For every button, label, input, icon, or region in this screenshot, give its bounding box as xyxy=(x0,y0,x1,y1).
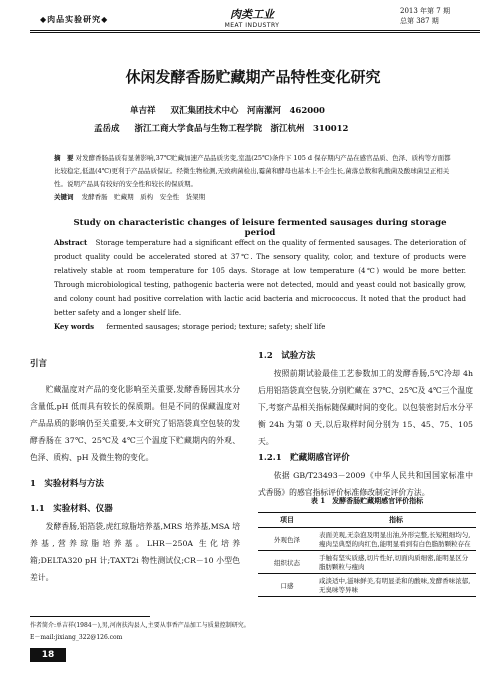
journal-logo xyxy=(180,6,324,29)
journal-logo-text: 肉类工业 xyxy=(230,8,274,21)
header-divider xyxy=(30,30,480,31)
issue-number: 2013 年第 7 期 xyxy=(400,7,450,15)
abstract-label: 摘 要 xyxy=(54,154,74,162)
author-affiliation: 浙江工商大学食品与生物工程学院 浙江杭州 310012 xyxy=(134,124,349,134)
table-cell: 口感 xyxy=(258,574,316,597)
right-column xyxy=(258,348,473,501)
section-1-2-1-text: 依据 GB/T23493－2009《中华人民共和国国家标准中式香肠》的感官指标评价标准修改制定评价方法。 xyxy=(258,471,473,497)
intro-text: 贮藏温度对产品的变化影响至关重要,发酵香肠因其水分含量低,pH 低而具有较长的保质期。但是不同的保藏温度对产品品质的影响仍至关重要,本文研究了铝箔袋真空包装的发酵香肠在 37℃、25℃及 4℃三个温度下贮藏期内的外观、色泽、质构、pH 及微生物的变化。 xyxy=(30,385,240,462)
abstract-en-label: Abstract xyxy=(54,238,88,247)
keywords-en-text: fermented sausages; storage period; texture; safety; shelf life xyxy=(106,323,326,331)
footnote: 作者简介:单吉祥(1984－),男,河南扶沟县人,主要从事香产品加工与质量控制研究。E－mail:jixiang_322@126.com xyxy=(30,622,250,641)
table-row xyxy=(258,574,476,597)
table-cell: 组织状态 xyxy=(258,551,316,574)
section-1-2-heading: 1.2 试验方法 xyxy=(258,351,316,361)
table-row xyxy=(258,528,476,551)
issue-info xyxy=(400,6,470,26)
author-name: 单吉祥 xyxy=(130,106,156,116)
footnote-divider xyxy=(30,616,150,617)
abstract-en-text: Storage temperature had a significant effect on the quality of fermented sausages. The deterioration of product quality could be accelerated stored at 37℃. The sensory quality, color, and texture of products were relatively stable at room temperature for 105 days. Storage at low temperature (4℃) would be more better. Through microbiological testing, pathogenic bacteria were not detected, mould and yeast could not basically grow, and colony count had positive correlation with lactic acid bacteria and micrococcus. It noted that the product had better safety and a longer shelf life. xyxy=(54,239,466,317)
journal-subtitle: MEAT INDUSTRY xyxy=(224,22,280,29)
author-line-2 xyxy=(94,122,348,134)
table-row xyxy=(258,551,476,574)
keywords-en-label: Key words xyxy=(54,322,95,331)
intro-heading: 引言 xyxy=(30,359,48,369)
author-name: 孟岳成 xyxy=(94,124,120,134)
table-cell: 手触有坚实质感,切片性好,切面肉质细密,能明显区分脂肪颗粒与瘦肉 xyxy=(316,551,476,574)
table-header-row xyxy=(258,513,476,528)
table-cell: 咸淡适中,滋味鲜美,有明显柔和的酸味,发酵香味浓郁,无臭味等异味 xyxy=(316,574,476,597)
page-title: 休闲发酵香肠贮藏期产品特性变化研究 xyxy=(125,68,381,86)
section-1-2-text: 按照前期试验最佳工艺参数加工的发酵香肠,5℃冷却 4h 后用铝箔袋真空包装,分别贮藏在 37℃、25℃及 4℃三个温度下,考察产品相关指标随保藏时间的变化。以包装密封后水分平衡 24h 为第 0 天,以后取样时间分别为 15、45、75、105 天。 xyxy=(258,369,473,446)
english-title: Study on characteristic changes of leisure fermented sausages during storage period xyxy=(73,218,447,238)
table-cell: 外观色泽 xyxy=(258,528,316,551)
header-divider-thin xyxy=(30,32,480,33)
sensory-table xyxy=(258,512,476,597)
abstract-en xyxy=(54,236,466,334)
abstract-text: 对发酵香肠品质有显著影响,37℃贮藏加速产品品质劣变,室温(25℃)条件下 105 d 保存期内产品在感官品质、色泽、质构等方面都比较稳定,低温(4℃)更利于产品品质保证。经微生物检测,无致病菌检出,霉菌和酵母也基本上不会生长,菌落总数和乳酸菌及酸球菌呈正相关性。说明产品具有较好的安全性和较长的保质期。 xyxy=(54,154,451,188)
author-affiliation: 双汇集团技术中心 河南漯河 462000 xyxy=(170,106,325,116)
section-1-1-text: 发酵香肠,铝箔袋,虎红琼脂培养基,MRS 培养基,MSA 培养基,营养琼脂培养基。LHR－250A 生化培养箱;DELTA320 pH 计;TAXT2i 物性测试仪;CR－10 小型色差计。 xyxy=(30,522,240,582)
table-header: 指标 xyxy=(316,513,476,528)
section-1-heading: 1 实验材料与方法 xyxy=(30,479,104,489)
section-1-2-1-heading: 1.2.1 贮藏期感官评价 xyxy=(258,453,350,463)
keywords-text: 发酵香肠 贮藏期 质构 安全性 货架期 xyxy=(81,193,206,201)
table-cell: 表面美观,无杂泡及明显出油,外形完整,长短粗细均匀,瘦肉呈典型的肉红色,能明显看到有白色脂肪颗粒存在 xyxy=(316,528,476,551)
table-caption: 表 1 发酵香肠贮藏期感官评价指标 xyxy=(310,496,424,505)
abstract-cn xyxy=(54,152,454,204)
keywords-label: 关键词 xyxy=(54,193,74,201)
total-issue: 总第 387 期 xyxy=(400,17,439,25)
table-header: 项目 xyxy=(258,513,316,528)
section-1-1-heading: 1.1 实验材料、仪器 xyxy=(30,504,113,514)
author-line-1 xyxy=(130,104,325,116)
page-number: 18 xyxy=(30,648,66,662)
left-column xyxy=(30,356,240,586)
section-label: ◆肉品实验研究◆ xyxy=(40,14,109,24)
